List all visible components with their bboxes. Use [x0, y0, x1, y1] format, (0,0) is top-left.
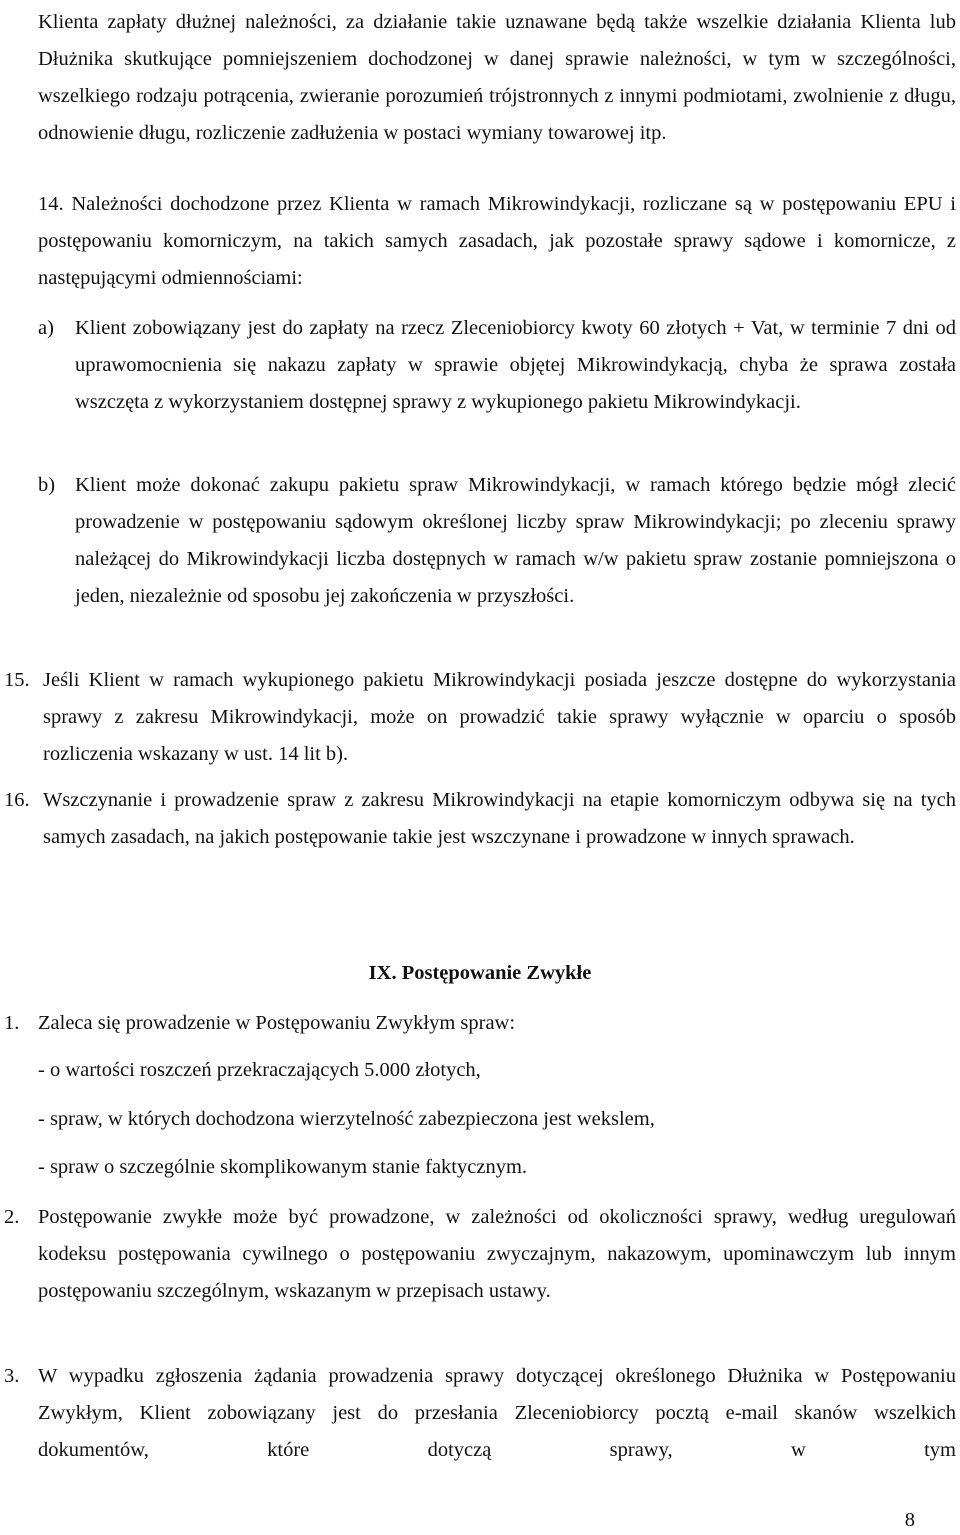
section-item-3-marker: 3.	[4, 1365, 20, 1387]
item-a-text: Klient zobowiązany jest do zapłaty na rzecz Zleceniobiorcy kwoty 60 złotych + Vat, w terminie 7 dni od uprawomocnienia się nakazu zapłaty w sprawie objętej Mikrowindykacją, chyba że sprawa została wszczęta z wykorzystaniem dostępnej sprawy z wykupionego pakietu Mikrowindykacji.	[75, 317, 956, 413]
item-b-text: Klient może dokonać zakupu pakietu spraw Mikrowindykacji, w ramach którego będzie mógł zlecić prowadzenie w postępowaniu sądowym określonej liczby spraw Mikrowindykacji; po zleceniu sprawy należącej do Mikrowindykacji liczba dostępnych w ramach w/w pakietu spraw zostanie pomniejszona o jeden, niezależnie od sposobu jej zakończenia w przyszłości.	[75, 474, 956, 607]
section-heading: IX. Postępowanie Zwykłe	[368, 962, 592, 984]
item-a-marker: a)	[38, 317, 54, 339]
intro-paragraph: Klienta zapłaty dłużnej należności, za działanie takie uznawane będą także wszelkie działania Klienta lub Dłużnika skutkujące pomniejszeniem dochodzonej w danej sprawie należności, w tym w szczególności, wszelkiego rodzaju potrącenia, zwieranie porozumień trójstronnych z innymi podmiotami, zwolnienie z długu, odnowienie długu, rozliczenie zadłużenia w postaci wymiany towarowej itp.	[38, 11, 956, 144]
list-item: - spraw, w których dochodzona wierzytelność zabezpieczona jest wekslem,	[38, 1108, 655, 1130]
section-item-2-marker: 2.	[4, 1206, 20, 1228]
item-16-marker: 16.	[4, 789, 30, 811]
list-item: - spraw o szczególnie skomplikowanym stanie faktycznym.	[38, 1156, 528, 1178]
item-b-marker: b)	[38, 474, 56, 496]
item-16-text: Wszczynanie i prowadzenie spraw z zakresu Mikrowindykacji na etapie komorniczym odbywa się na tych samych zasadach, na jakich postępowanie takie jest wszczynane i prowadzone w innych sprawach.	[43, 789, 956, 848]
section-item-3-text: W wypadku zgłoszenia żądania prowadzenia sprawy dotyczącej określonego Dłużnika w Postępowaniu Zwykłym, Klient zobowiązany jest do przesłania Zleceniobiorcy pocztą e-mail skanów wszelkich dokumentów, które dotyczą sprawy, w tym	[38, 1365, 956, 1461]
section-item-1-marker: 1.	[4, 1012, 20, 1034]
item-15-marker: 15.	[4, 669, 30, 691]
section-item-1-text: Zaleca się prowadzenie w Postępowaniu Zwykłym spraw:	[38, 1012, 516, 1034]
paragraph-14: 14. Należności dochodzone przez Klienta w ramach Mikrowindykacji, rozliczane są w postępowaniu EPU i postępowaniu komorniczym, na takich samych zasadach, jak pozostałe sprawy sądowe i komornicze, z następującymi odmiennościami:	[38, 193, 956, 289]
section-item-2-text: Postępowanie zwykłe może być prowadzone, w zależności od okoliczności sprawy, według uregulowań kodeksu postępowania cywilnego o postępowaniu zwyczajnym, nakazowym, upominawczym lub innym postępowaniu szczególnym, wskazanym w przepisach ustawy.	[38, 1206, 956, 1302]
page-number: 8	[904, 1509, 915, 1531]
item-15-text: Jeśli Klient w ramach wykupionego pakietu Mikrowindykacji posiada jeszcze dostępne do wykorzystania sprawy z zakresu Mikrowindykacji, może on prowadzić takie sprawy wyłącznie w oparciu o sposób rozliczenia wskazany w ust. 14 lit b).	[43, 669, 956, 765]
list-item: - o wartości roszczeń przekraczających 5.000 złotych,	[38, 1059, 481, 1081]
